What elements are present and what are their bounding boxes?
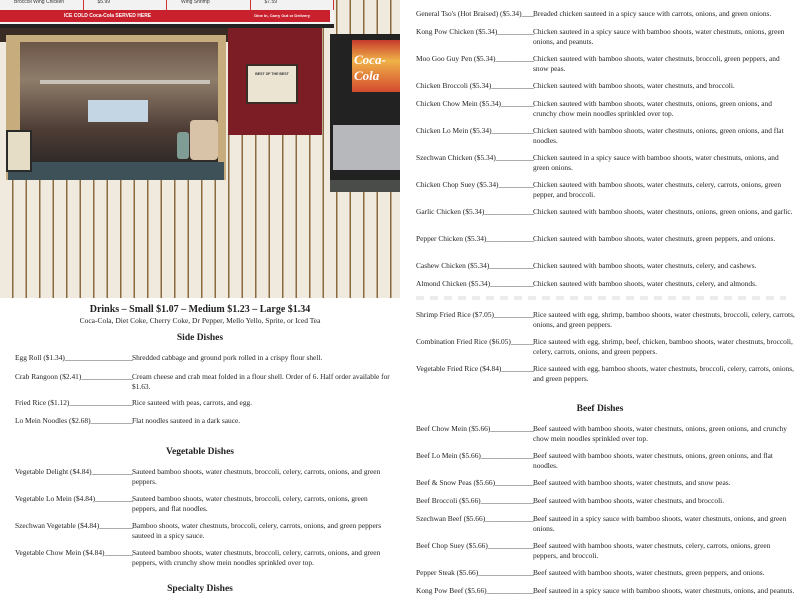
item-name: Crab Rangoon ($2.41) _____ <box>15 372 133 382</box>
item-desc: Beef sauteed with bamboo shoots, water chestnuts, onions, green onions, and flat noodles. <box>533 451 773 470</box>
restaurant-counter-photo <box>0 0 400 298</box>
drinks-options: Coca-Cola, Diet Coke, Cherry Coke, Dr Pepper, Mello Yello, Sprite, or Iced Tea <box>79 316 321 325</box>
item-name: Chicken Chop Suey ($5.34) _____ <box>416 180 534 190</box>
item-desc: Bamboo shoots, water chestnuts, broccoli, celery, carrots, onions, and green peppers sauteed in a spicy sauce. <box>132 521 382 540</box>
item-desc: Chicken sauteed with bamboo shoots, water chestnuts, onions, green onions, and flat noodles. <box>533 126 784 145</box>
item-name: Vegetable Delight ($4.84) _____ <box>15 467 133 477</box>
item-name: Vegetable Lo Mein ($4.84) _____ <box>15 494 133 504</box>
item-desc: Chicken sauteed in a spicy sauce with bamboo shoots, water chestnuts, onions, and green onions. <box>533 153 779 172</box>
section-title-vegetable-dishes: Vegetable Dishes <box>166 447 234 457</box>
item-name: General Tso's (Hot Braised) ($5.34) _____ <box>416 9 534 19</box>
item-name: Vegetable Chow Mein ($4.84) _____ <box>15 548 133 558</box>
menu-board-banner <box>0 10 330 22</box>
item-name: Pepper Steak ($5.66) _____ <box>416 568 534 578</box>
menu-board-item: Broccoli Wing Chicken <box>0 0 84 10</box>
item-desc: Rice sauteed with egg, bamboo shoots, water chestnuts, broccoli, celery, carrots, onions, and green peppers. <box>533 364 794 383</box>
item-desc: Chicken sauteed with bamboo shoots, water chestnuts, celery, carrots, onions, green pepper, and broccoli. <box>533 180 782 199</box>
item-desc: Beef sauteed with bamboo shoots, water chestnuts, celery, carrots, onions, green peppers, and broccoli. <box>533 541 771 560</box>
item-desc: Rice sauteed with egg, shrimp, bamboo shoots, water chestnuts, broccoli, celery, carrots, onions, and green peppers. <box>533 310 795 329</box>
item-name: Cashew Chicken ($5.34) _____ <box>416 261 534 271</box>
item-desc: Beef sauteed with bamboo shoots, water chestnuts, green peppers, and onions. <box>533 568 765 577</box>
item-name: Szechwan Beef ($5.66) _____ <box>416 514 534 524</box>
shelf <box>40 80 210 84</box>
small-jar <box>177 132 189 159</box>
item-desc: Beef sauteed in a spicy sauce with bamboo shoots, water chestnuts, onions, and green onions. <box>533 514 787 533</box>
item-desc: Rice sauteed with egg, shrimp, beef, chicken, bamboo shoots, water chestnuts, broccoli, celery, carrots, onions, and green peppers. <box>533 337 793 356</box>
item-name: Szechwan Vegetable ($4.84) _____ <box>15 521 133 531</box>
item-desc: Sauteed bamboo shoots, water chestnuts, broccoli, celery, carrots, onions, and green peppers, with crunchy show mein noodles sprinkled over top. <box>132 548 381 567</box>
soda-machine-base <box>330 180 400 192</box>
item-name: Moo Goo Guy Pen ($5.34) _____ <box>416 54 534 64</box>
item-name: Shrimp Fried Rice ($7.05) _____ <box>416 310 534 320</box>
drinks-title: Drinks – Small $1.07 – Medium $1.23 – Large $1.34 <box>89 304 311 315</box>
small-sign <box>6 130 32 172</box>
section-title-beef-dishes: Beef Dishes <box>576 404 624 414</box>
item-desc: Chicken sauteed with bamboo shoots, water chestnuts, celery, and cashews. <box>533 261 757 270</box>
item-desc: Chicken sauteed with bamboo shoots, water chestnuts, and broccoli. <box>533 81 735 90</box>
item-name: Beef & Snow Peas ($5.66) _____ <box>416 478 534 488</box>
item-desc: Chicken sauteed with bamboo shoots, water chestnuts, broccoli, green peppers, and snow peas. <box>533 54 780 73</box>
item-desc: Rice sauteed with peas, carrots, and egg. <box>132 398 253 407</box>
item-name: Beef Chow Mein ($5.66) _____ <box>416 424 534 434</box>
item-name: Combination Fried Rice ($6.05) _____ <box>416 337 534 347</box>
item-desc: Beef sauteed in a spicy sauce with bamboo shoots, water chestnuts, onions, and peanuts. <box>533 586 795 595</box>
item-name: Chicken Broccoli ($5.34) _____ <box>416 81 534 91</box>
cropped-line <box>416 296 786 300</box>
item-desc: Shredded cabbage and ground pork rolled in a crispy flour shell. <box>132 353 323 362</box>
right-page <box>400 0 800 600</box>
item-name: Kong Pow Chicken ($5.34) _____ <box>416 27 534 37</box>
item-desc: Sauteed bamboo shoots, water chestnuts, broccoli, celery, carrots, onions, and green peppers. <box>132 467 381 486</box>
menu-board-item: $7.59 <box>251 0 335 10</box>
item-desc: Beef sauteed with bamboo shoots, water chestnuts, and snow peas. <box>533 478 731 487</box>
item-desc: Sauteed bamboo shoots, water chestnuts, broccoli, celery, carrots, onions, green peppers, and flat noodles. <box>132 494 368 513</box>
menu-board-item: $5.99 <box>84 0 168 10</box>
certificate <box>246 64 298 104</box>
item-name: Beef Lo Mein ($5.66) _____ <box>416 451 534 461</box>
item-name: Vegetable Fried Rice ($4.84) _____ <box>416 364 534 374</box>
tip-jar <box>190 120 218 160</box>
item-desc: Chicken sauteed with bamboo shoots, water chestnuts, green peppers, and onions. <box>533 234 776 243</box>
item-name: Chicken Chow Mein ($5.34) _____ <box>416 99 534 109</box>
item-desc: Beef sauteed with bamboo shoots, water chestnuts, onions, green onions, and crunchy chow mein noodles sprinkled over top. <box>533 424 787 443</box>
banner-contact: Dine In, Carry Out or Delivery <box>254 13 310 18</box>
menu-board-item: Wing Shrimp <box>167 0 251 10</box>
certificate-text: BEST OF THE BEST <box>255 72 289 76</box>
item-name: Beef Chop Suey ($5.66) _____ <box>416 541 534 551</box>
item-name: Szechwan Chicken ($5.34) _____ <box>416 153 534 163</box>
section-title-side-dishes: Side Dishes <box>176 333 224 343</box>
item-desc: Chicken sauteed with bamboo shoots, water chestnuts, onions, green onions, and garlic. <box>533 207 793 216</box>
item-name: Almond Chicken ($5.34) _____ <box>416 279 534 289</box>
section-title-specialty-dishes: Specialty Dishes <box>167 584 233 594</box>
item-desc: Flat noodles sauteed in a dark sauce. <box>132 416 241 425</box>
coca-cola-logo: Coca-Cola <box>354 52 386 83</box>
menu-board <box>0 0 334 28</box>
item-name: Lo Mein Noodles ($2.68) _____ <box>15 416 133 426</box>
item-desc: Chicken sauteed in a spicy sauce with bamboo shoots, water chestnuts, onions, green onions, and peanuts. <box>533 27 785 46</box>
window-sill <box>8 162 224 180</box>
item-name: Garlic Chicken ($5.34) _____ <box>416 207 534 217</box>
item-name: Chicken Lo Mein ($5.34) _____ <box>416 126 534 136</box>
item-desc: Beef sauteed with bamboo shoots, water chestnuts, and broccoli. <box>533 496 725 505</box>
item-name: Beef Broccoli ($5.66) _____ <box>416 496 534 506</box>
drinks-section <box>0 303 400 326</box>
soda-machine-tray <box>333 125 400 170</box>
item-desc: Chicken sauteed with bamboo shoots, water chestnuts, onions, green onions, and crunchy chow mein noodles sprinkled over top. <box>533 99 772 118</box>
item-name: Egg Roll ($1.34) _____ <box>15 353 133 363</box>
banner-text: ICE COLD Coca-Cola SERVED HERE <box>64 13 152 19</box>
item-name: Kong Pow Beef ($5.66) _____ <box>416 586 534 596</box>
item-desc: Cream cheese and crab meat folded in a flour shell. Order of 6. Half order available for $1.63. <box>132 372 390 391</box>
item-name: Pepper Chicken ($5.34) _____ <box>416 234 534 244</box>
item-name: Fried Rice ($1.12) _____ <box>15 398 133 408</box>
tv-screen <box>88 100 148 122</box>
item-desc: Breaded chicken sauteed in a spicy sauce with carrots, onions, and green onions. <box>533 9 772 18</box>
item-desc: Chicken sauteed with bamboo shoots, water chestnuts, celery, and almonds. <box>533 279 757 288</box>
